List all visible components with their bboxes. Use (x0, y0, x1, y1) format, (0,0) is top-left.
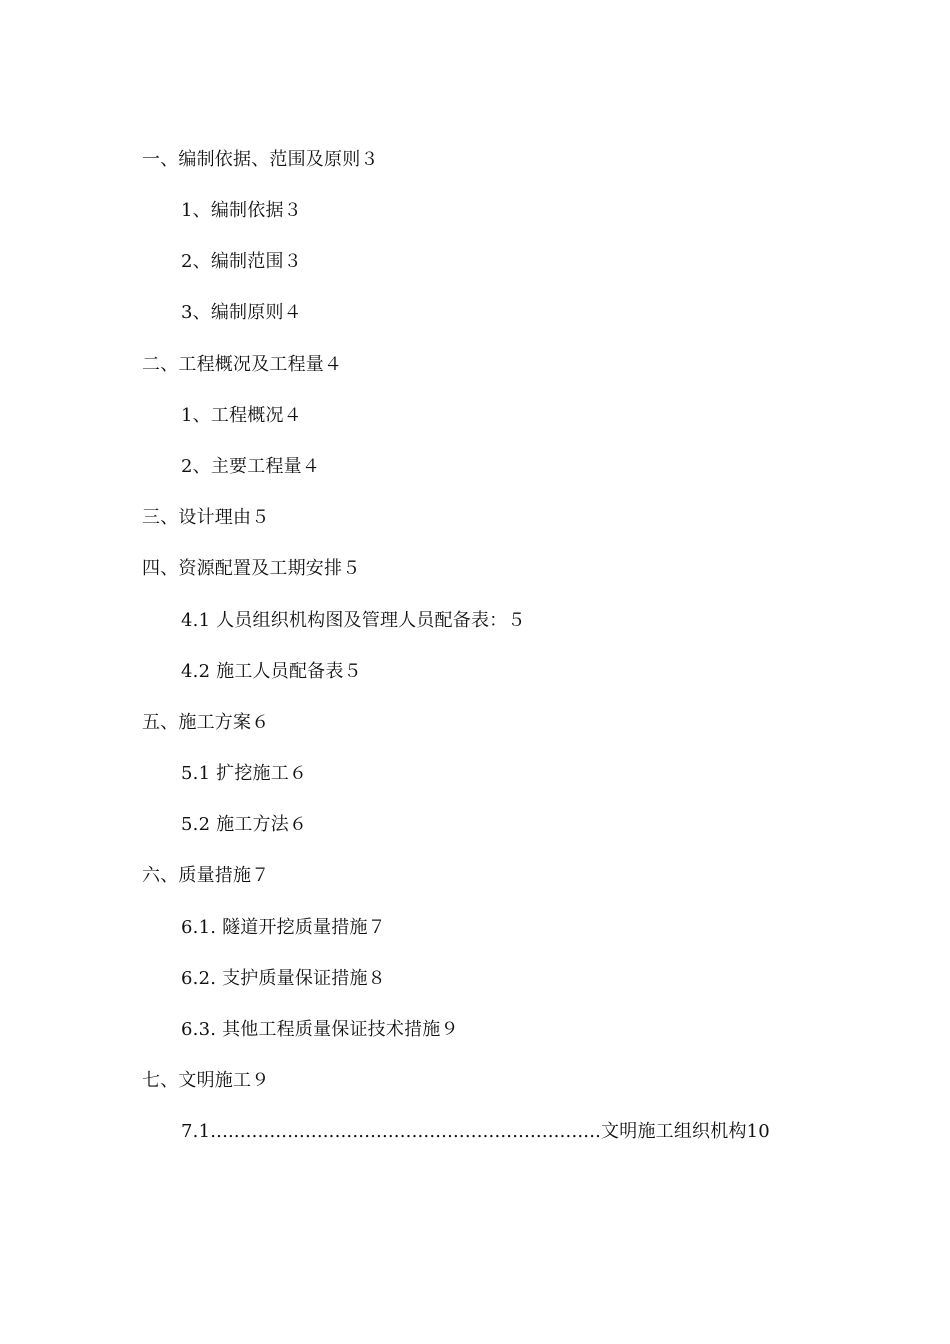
toc-entry-5-1[interactable]: 5.1 扩挖施工６ (181, 763, 308, 784)
toc-entry-6-1[interactable]: 6.1. 隧道开挖质量措施７ (181, 917, 386, 938)
toc-entry-section-5[interactable]: 五、施工方案６ (142, 712, 270, 733)
toc-entry-4-2[interactable]: 4.2 施工人员配备表５ (181, 661, 362, 682)
toc-entry-6-2[interactable]: 6.2. 支护质量保证措施８ (181, 968, 386, 989)
toc-entry-2-2[interactable]: 2、主要工程量４ (181, 456, 321, 477)
toc-entry-section-2[interactable]: 二、工程概况及工程量４ (142, 354, 343, 375)
toc-entry-section-4[interactable]: 四、资源配置及工期安排５ (142, 558, 361, 579)
toc-entry-1-2[interactable]: 2、编制范围３ (181, 251, 302, 272)
toc-entry-section-1[interactable]: 一、编制依据、范围及原则３ (142, 149, 379, 170)
toc-entry-1-1[interactable]: 1、编制依据３ (181, 200, 302, 221)
toc-entry-1-3[interactable]: 3、编制原则４ (181, 302, 302, 323)
toc-entry-6-3[interactable]: 6.3. 其他工程质量保证技术措施９ (181, 1019, 459, 1040)
toc-entry-section-7[interactable]: 七、文明施工９ (142, 1070, 270, 1091)
toc-entry-5-2[interactable]: 5.2 施工方法６ (181, 814, 308, 835)
toc-entry-7-1[interactable]: 7.1..................................................................文明施工组织机构10 (181, 1121, 770, 1142)
toc-entry-4-1[interactable]: 4.1 人员组织机构图及管理人员配备表：５ (181, 610, 526, 631)
toc-entry-section-6[interactable]: 六、质量措施７ (142, 865, 270, 886)
toc-entry-2-1[interactable]: 1、工程概况４ (181, 405, 302, 426)
toc-entry-section-3[interactable]: 三、设计理由５ (142, 507, 270, 528)
